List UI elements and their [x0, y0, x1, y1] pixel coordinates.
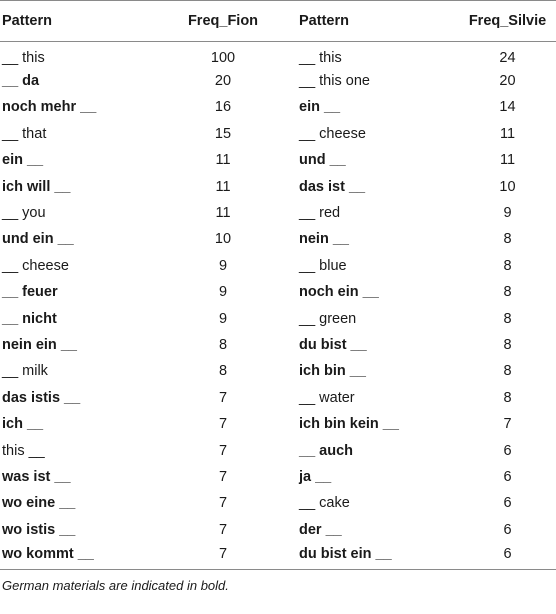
table-row [0, 68, 556, 94]
pattern-silvie-cell: das ist __ [299, 178, 366, 195]
freq-silvie-cell: 8 [503, 363, 512, 380]
pattern-fion-cell: ich will __ [2, 178, 71, 195]
freq-fion-cell: 7 [147, 543, 297, 569]
table-row [0, 305, 556, 331]
freq-fion-cell: 7 [218, 521, 228, 538]
freq-silvie-cell: 9 [503, 205, 512, 222]
pattern-silvie-cell: und __ [299, 152, 346, 169]
freq-silvie-cell: 6 [457, 543, 556, 569]
freq-silvie-cell: 8 [503, 310, 512, 327]
pattern-silvie-cell: nein __ [299, 231, 349, 248]
pattern-silvie-cell: __ this one [299, 73, 370, 90]
freq-fion-cell: 9 [218, 284, 228, 301]
freq-silvie-cell: 6 [503, 468, 512, 485]
header-pattern-silvie: Pattern [297, 1, 457, 42]
freq-fion-cell: 100 [210, 49, 236, 66]
pattern-fion-cell: wo istis __ [2, 521, 76, 538]
table-row [0, 200, 556, 226]
pattern-fion-cell: __ milk [2, 363, 48, 380]
freq-silvie-cell: 7 [503, 416, 512, 433]
table-row [0, 121, 556, 147]
table-row [0, 147, 556, 173]
freq-fion-cell: 9 [218, 310, 228, 327]
freq-fion-cell: 8 [218, 363, 228, 380]
freq-silvie-cell: 14 [499, 99, 516, 116]
pattern-fion-cell: __ this [2, 49, 45, 66]
freq-silvie-cell: 6 [503, 495, 512, 512]
table-row [0, 94, 556, 120]
freq-fion-cell: 20 [214, 73, 232, 90]
pattern-silvie-cell: __ cheese [299, 125, 366, 142]
table-row [0, 437, 556, 463]
pattern-fion-cell: this __ [2, 442, 45, 459]
pattern-silvie-cell: du bist __ [299, 336, 367, 353]
pattern-fion-cell: __ nicht [2, 310, 57, 327]
pattern-silvie-cell: ich bin __ [299, 363, 366, 380]
freq-silvie-cell: 6 [503, 442, 512, 459]
table-row [0, 385, 556, 411]
table-row [0, 490, 556, 516]
table-row [0, 332, 556, 358]
pattern-silvie-cell: __ this [299, 49, 342, 66]
table-row [0, 173, 556, 199]
header-pattern-fion: Pattern [0, 1, 147, 42]
pattern-silvie-cell: __ auch [299, 442, 353, 459]
freq-fion-cell: 7 [218, 442, 228, 459]
freq-silvie-cell: 8 [503, 336, 512, 353]
freq-fion-cell: 7 [218, 495, 228, 512]
pattern-silvie-cell: du bist ein __ [297, 543, 457, 569]
pattern-fion-cell: und ein __ [2, 231, 74, 248]
table-header [0, 1, 556, 42]
freq-fion-cell: 16 [214, 99, 232, 116]
freq-silvie-cell: 24 [499, 49, 516, 66]
freq-silvie-cell: 8 [503, 284, 512, 301]
table-row [0, 358, 556, 384]
header-row [0, 1, 556, 42]
pattern-silvie-cell: __ cake [299, 495, 350, 512]
table-row [0, 543, 556, 569]
pattern-fion-cell: was ist __ [2, 468, 71, 485]
pattern-fion-cell: nein ein __ [2, 336, 77, 353]
table-row [0, 517, 556, 543]
pattern-silvie-cell: __ blue [299, 257, 347, 274]
pattern-fion-cell: wo kommt __ [0, 543, 147, 569]
pattern-silvie-cell: __ water [299, 389, 355, 406]
freq-fion-cell: 15 [214, 125, 232, 142]
pattern-silvie-cell: noch ein __ [299, 284, 379, 301]
pattern-fion-cell: __ cheese [2, 257, 69, 274]
freq-silvie-cell: 6 [503, 521, 512, 538]
pattern-silvie-cell: ich bin kein __ [299, 416, 399, 433]
freq-fion-cell: 7 [218, 389, 228, 406]
pattern-fion-cell: __ feuer [2, 284, 58, 301]
freq-fion-cell: 7 [218, 468, 228, 485]
pattern-silvie-cell: __ green [299, 310, 357, 327]
table-footnote: German materials are indicated in bold. [2, 577, 229, 593]
table-row [0, 411, 556, 437]
pattern-fion-cell: das istis __ [2, 389, 81, 406]
pattern-silvie-cell: der __ [299, 521, 342, 538]
table-row [0, 279, 556, 305]
pattern-fion-cell: wo eine __ [2, 495, 76, 512]
table-row [0, 226, 556, 252]
pattern-silvie-cell: ja __ [299, 468, 332, 485]
freq-silvie-cell: 8 [503, 389, 512, 406]
freq-fion-cell: 11 [215, 178, 231, 195]
table-row [0, 464, 556, 490]
freq-fion-cell: 10 [214, 231, 232, 248]
table-body [0, 42, 556, 570]
freq-fion-cell: 8 [218, 336, 228, 353]
pattern-fion-cell: __ that [2, 125, 47, 142]
freq-silvie-cell: 11 [499, 152, 516, 169]
pattern-silvie-cell: __ red [299, 205, 341, 222]
pattern-fion-cell: __ da [2, 73, 40, 90]
freq-silvie-cell: 20 [499, 73, 516, 90]
header-freq-silvie: Freq_Silvie [457, 1, 556, 42]
freq-silvie-cell: 10 [499, 178, 516, 195]
freq-silvie-cell: 8 [503, 231, 512, 248]
freq-fion-cell: 7 [218, 416, 228, 433]
pattern-silvie-cell: ein __ [299, 99, 341, 116]
freq-fion-cell: 11 [215, 205, 231, 222]
pattern-fion-cell: ich __ [2, 416, 44, 433]
pattern-fion-cell: __ you [2, 205, 46, 222]
freq-silvie-cell: 11 [499, 125, 516, 142]
freq-fion-cell: 9 [218, 257, 228, 274]
pattern-fion-cell: ein __ [2, 152, 44, 169]
freq-silvie-cell: 8 [503, 257, 512, 274]
header-freq-fion: Freq_Fion [147, 1, 297, 42]
table-row [0, 253, 556, 279]
table-row [0, 42, 556, 68]
freq-fion-cell: 11 [215, 152, 231, 169]
pattern-fion-cell: noch mehr __ [2, 99, 97, 116]
